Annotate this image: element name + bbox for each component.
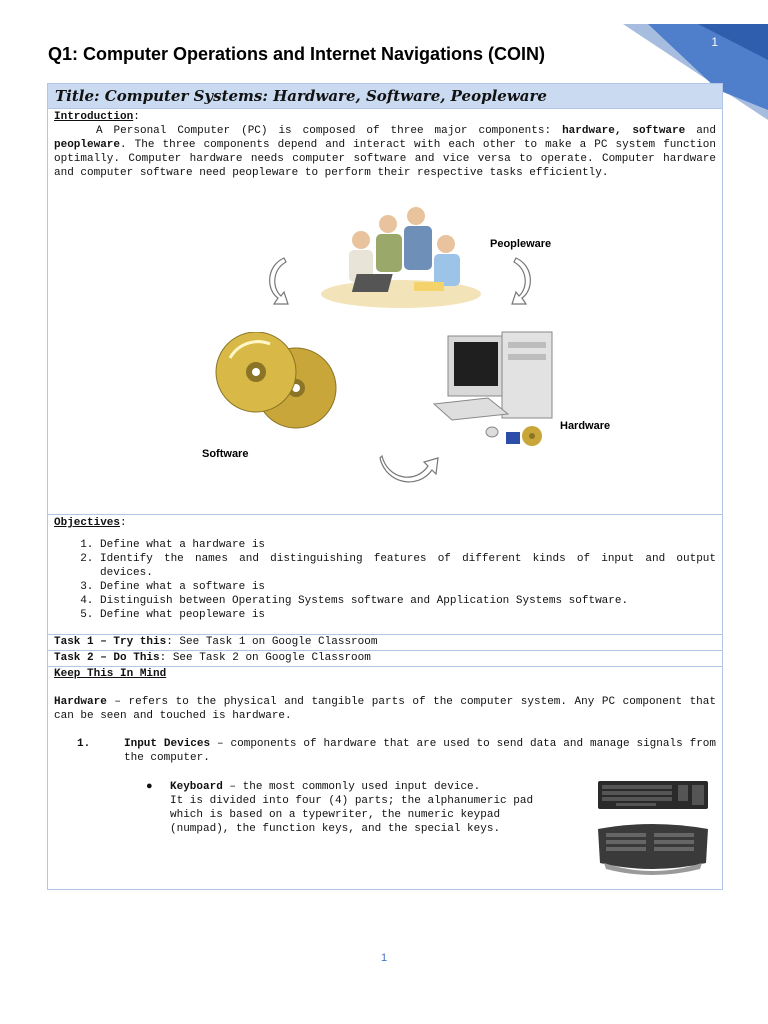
- peopleware-illustration: [316, 202, 486, 312]
- components-diagram: [54, 180, 716, 514]
- intro-bold-2: peopleware: [54, 139, 121, 151]
- objectives-list: [54, 538, 716, 622]
- page-number-footer: 1: [380, 952, 388, 964]
- introduction-section: [48, 109, 722, 515]
- curved-arrow-right-icon: [510, 256, 538, 310]
- keep-in-mind-section: [48, 667, 722, 889]
- intro-part-2: and: [685, 125, 717, 137]
- ergonomic-keyboard-image: [594, 819, 712, 879]
- keep-in-mind-heading: Keep This In Mind: [54, 668, 167, 680]
- input-devices-number: 1.: [77, 738, 91, 750]
- objective-item: 3. Define what a software is: [100, 580, 716, 594]
- curved-arrow-bottom-icon: [378, 450, 440, 486]
- keyboard-definition-text: – the most commonly used input device.: [222, 781, 481, 793]
- curved-arrow-left-icon: [262, 256, 290, 310]
- hardware-term: Hardware: [54, 696, 107, 708]
- objective-item: 5. Define what peopleware is: [100, 608, 716, 622]
- task-2-label: Task 2 – Do This: [54, 652, 160, 664]
- bullet-icon: ●: [146, 781, 153, 793]
- objectives-colon: :: [120, 517, 127, 529]
- task-1-text: : See Task 1 on Google Classroom: [166, 636, 378, 648]
- objectives-section: [48, 515, 722, 635]
- introduction-text: [54, 124, 716, 180]
- objective-item: 2. Identify the names and distinguishing features of different kinds of input and output devices.: [100, 552, 716, 580]
- objectives-heading: Objectives: [54, 517, 121, 529]
- keyboard-image: [596, 777, 710, 813]
- hardware-definition: [54, 695, 716, 723]
- introduction-heading: Introduction: [54, 111, 134, 123]
- hardware-computer-illustration: [432, 328, 560, 452]
- hardware-definition-text: – refers to the physical and tangible parts of the computer system. Any PC component that can be seen and touched is hardware.: [54, 696, 716, 722]
- intro-bold-1: hardware, software: [562, 125, 686, 137]
- keyboard-definition: [170, 780, 558, 836]
- lesson-title: Title: Computer Systems: Hardware, Software, Peopleware: [48, 84, 722, 109]
- software-label: Software: [202, 448, 249, 460]
- objective-item: 4. Distinguish between Operating Systems software and Application Systems software.: [100, 594, 716, 608]
- keyboard-bullet: [54, 780, 558, 836]
- input-devices-definition: [124, 737, 716, 765]
- input-devices-definition-text: – components of hardware that are used to send data and manage signals from the computer.: [124, 738, 716, 764]
- task-1-row: [48, 635, 722, 651]
- task-1-label: Task 1 – Try this: [54, 636, 167, 648]
- keyboard-term: Keyboard: [170, 781, 223, 793]
- hardware-label: Hardware: [560, 420, 611, 432]
- input-devices-term: Input Devices: [124, 738, 211, 750]
- input-devices-item: [54, 737, 716, 765]
- task-2-text: : See Task 2 on Google Classroom: [159, 652, 371, 664]
- document-title: Q1: Computer Operations and Internet Navigations (COIN): [48, 44, 546, 64]
- peopleware-label: Peopleware: [490, 238, 552, 250]
- intro-part-1: A Personal Computer (PC) is composed of three major components:: [96, 125, 563, 137]
- task-2-row: [48, 651, 722, 667]
- intro-part-3: . The three components depend and interact with each other to make a PC system function optimally. Computer hardware needs computer software and vice versa to operate. Computer hardware and computer software need peopleware to perform their respective tasks efficiently.: [54, 139, 716, 179]
- software-cd-illustration: [210, 332, 346, 430]
- keyboard-description: It is divided into four (4) parts; the alphanumeric pad which is based on a typewriter, the numeric keypad (numpad), the function keys, and the special keys.: [170, 795, 534, 835]
- lesson-box: [47, 83, 723, 890]
- introduction-colon: :: [133, 111, 140, 123]
- objective-item: 1. Define what a hardware is: [100, 538, 716, 552]
- page-number-top: 1: [711, 35, 718, 49]
